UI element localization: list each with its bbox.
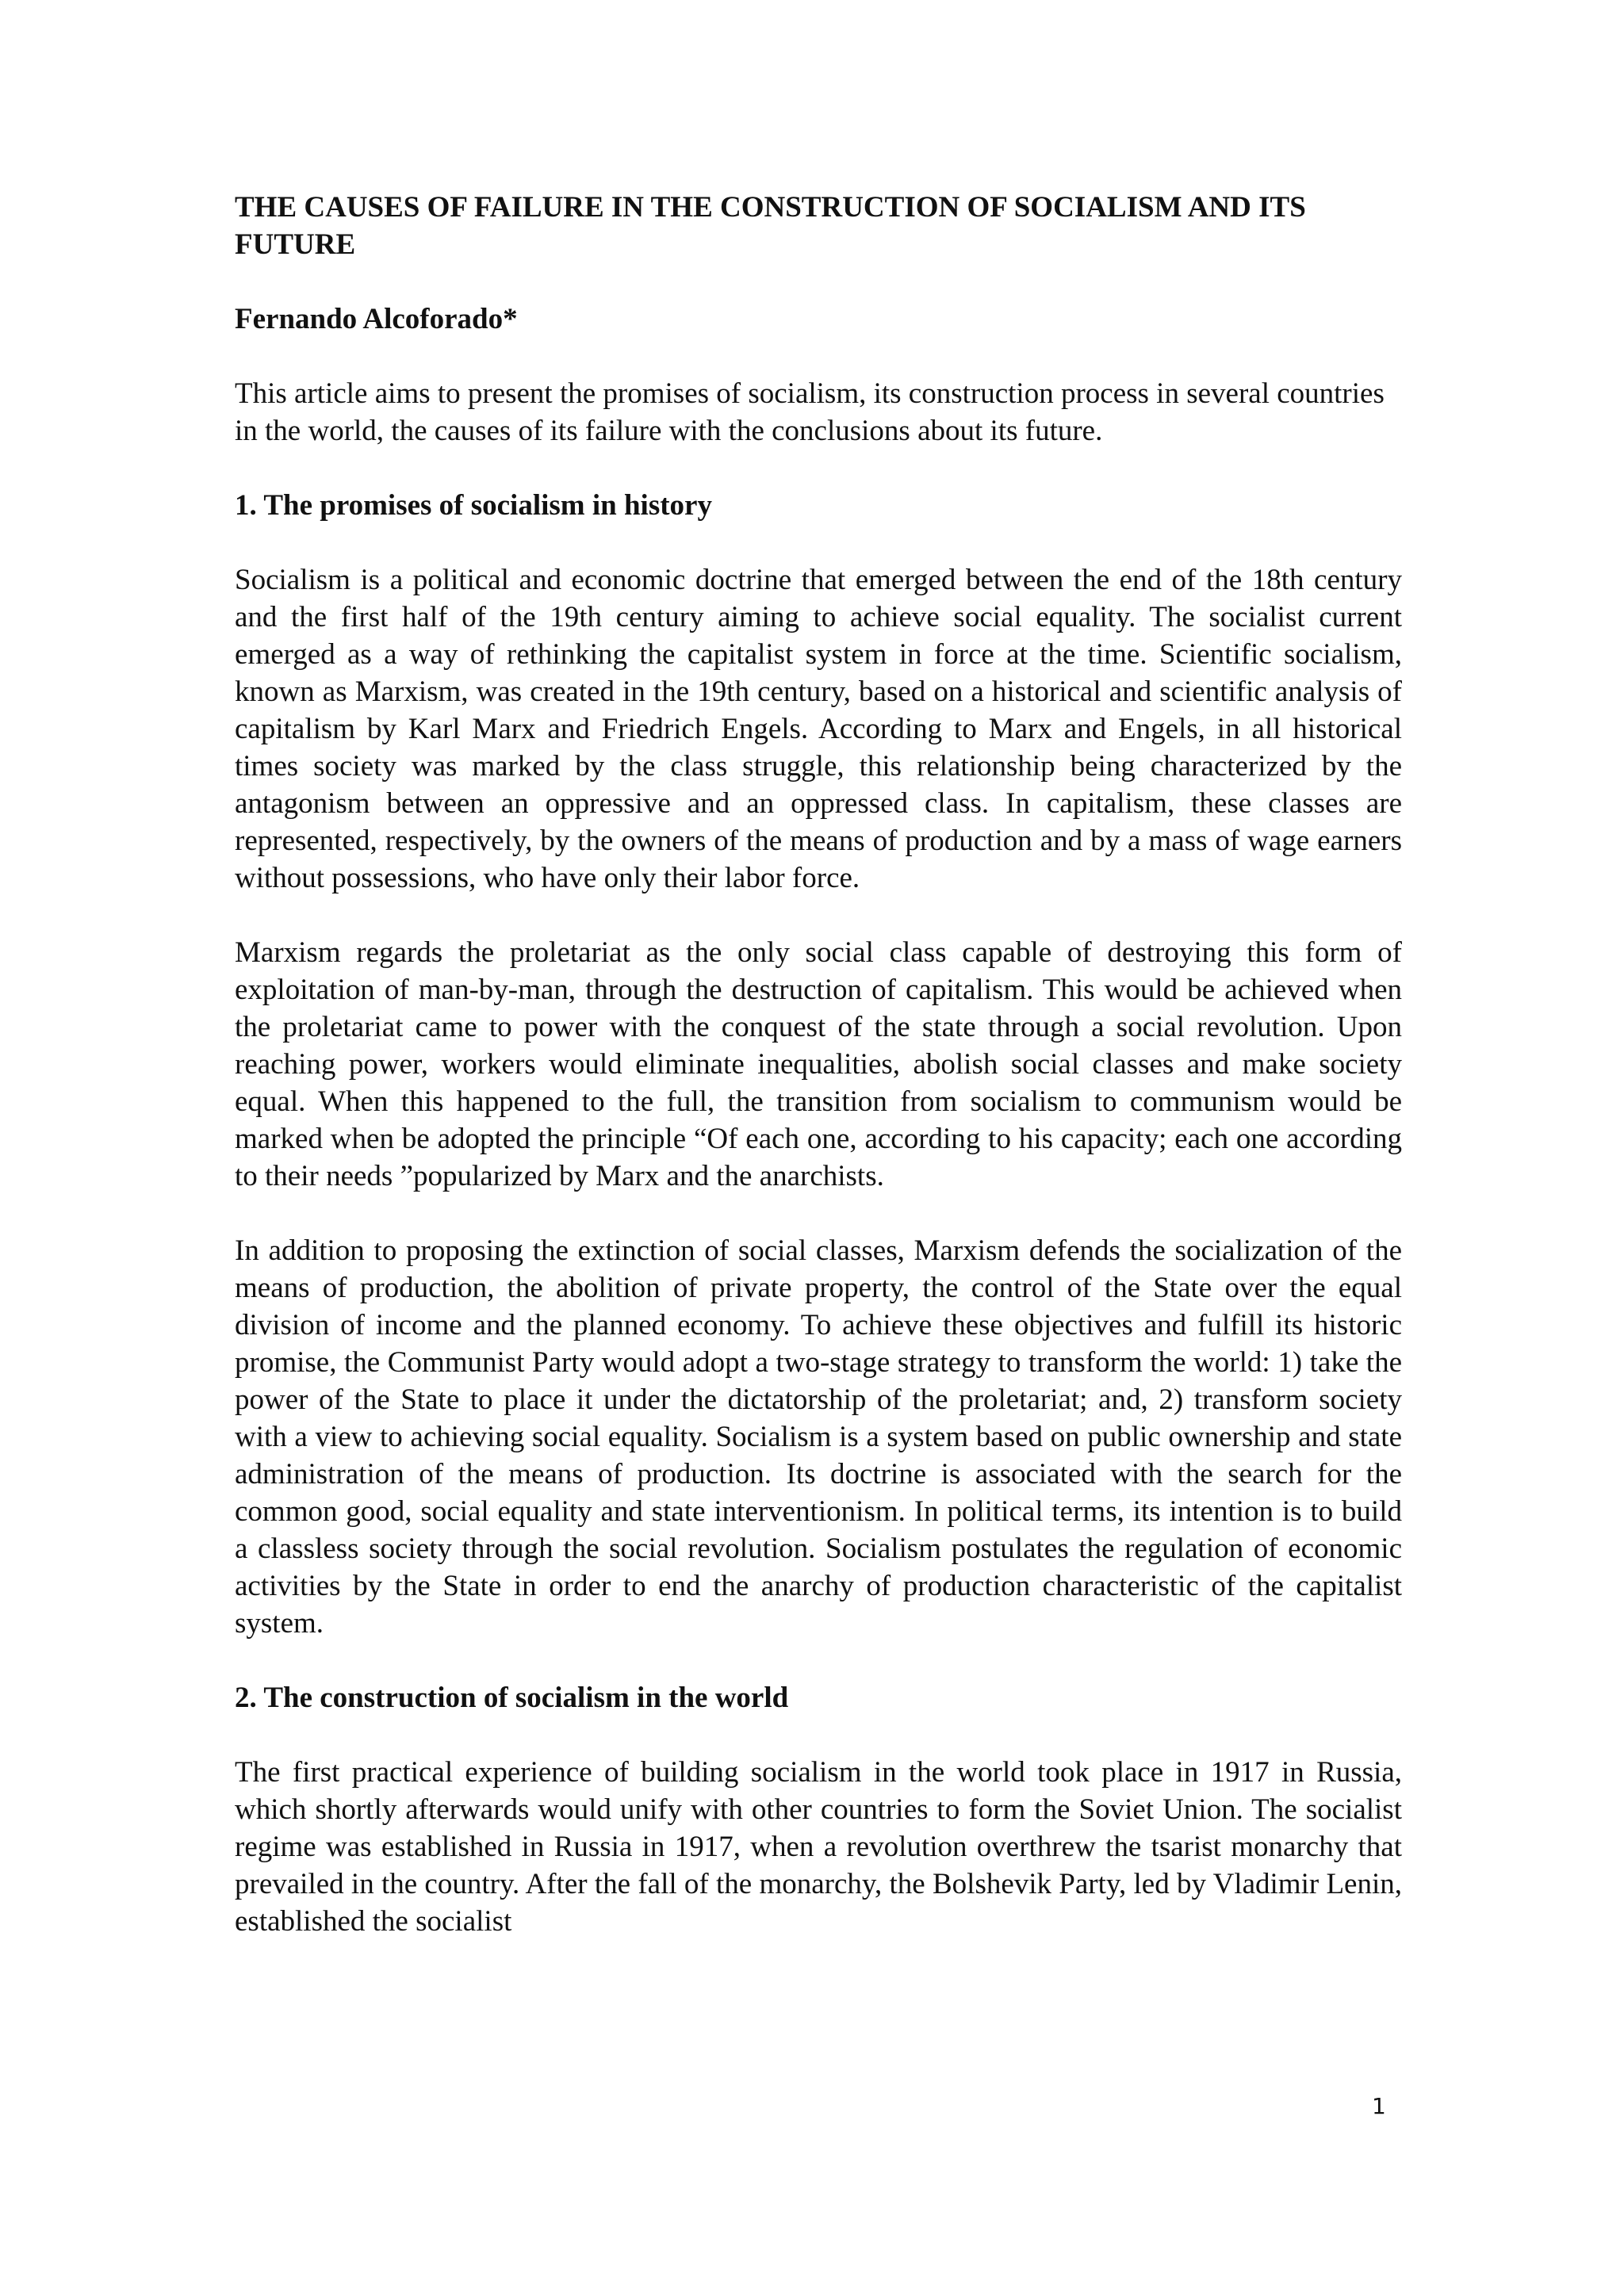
article-title: THE CAUSES OF FAILURE IN THE CONSTRUCTION OF SOCIALISM AND ITS FUTURE bbox=[235, 191, 1306, 261]
section-1-paragraph: Socialism is a political and economic doctrine that emerged between the end of the 18th century and the first half of the 19th century aiming to achieve social equality. The socialist current emerged as a way of rethinking the capitalist system in force at the time. Scientific socialism, known as Marxism, was created in the 19th century, based on a historical and scientific analysis of capitalism by Karl Marx and Friedrich Engels. According to Marx and Engels, in all historical times society was marked by the class struggle, this relationship being characterized by the antagonism between an oppressive and an oppressed class. In capitalism, these classes are represented, respectively, by the owners of the means of production and by a mass of wage earners without possessions, who have only their labor force. bbox=[235, 564, 1402, 894]
section-2-paragraph: The first practical experience of building socialism in the world took place in 1917 in Russia, which shortly afterwards would unify with other countries to form the Soviet Union. The socialist regime was established in Russia in 1917, when a revolution overthrew the tsarist monarchy that prevailed in the country. After the fall of the monarchy, the Bolshevik Party, led by Vladimir Lenin, established the socialist bbox=[235, 1756, 1402, 1938]
author-name: Fernando Alcoforado* bbox=[235, 303, 518, 335]
page-content bbox=[235, 189, 1402, 1977]
section-1-paragraph: Marxism regards the proletariat as the only social class capable of destroying this form of exploitation of man-by-man, through the destruction of capitalism. This would be achieved when the proletariat came to power with the conquest of the state through a social revolution. Upon reaching power, workers would eliminate inequalities, abolish social classes and make society equal. When this happened to the full, the transition from socialism to communism would be marked when be adopted the principle “Of each one, according to his capacity; each one according to their needs ”popularized by Marx and the anarchists. bbox=[235, 936, 1402, 1192]
section-1-heading: 1. The promises of socialism in history bbox=[235, 489, 712, 522]
section-2-heading: 2. The construction of socialism in the world bbox=[235, 1682, 789, 1714]
section-1-paragraph: In addition to proposing the extinction of social classes, Marxism defends the socialization of the means of production, the abolition of private property, the control of the State over the equal division of income and the planned economy. To achieve these objectives and fulfill its historic promise, the Communist Party would adopt a two-stage strategy to transform the world: 1) take the power of the State to place it under the dictatorship of the proletariat; and, 2) transform society with a view to achieving social equality. Socialism is a system based on public ownership and state administration of the means of production. Its doctrine is associated with the search for the common good, social equality and state interventionism. In political terms, its intention is to build a classless society through the social revolution. Socialism postulates the regulation of economic activities by the State in order to end the anarchy of production characteristic of the capitalist system. bbox=[235, 1234, 1402, 1640]
abstract-paragraph: This article aims to present the promises of socialism, its construction process in several countries in the world, the causes of its failure with the conclusions about its future. bbox=[235, 377, 1385, 447]
page-number: 1 bbox=[1372, 2093, 1386, 2119]
